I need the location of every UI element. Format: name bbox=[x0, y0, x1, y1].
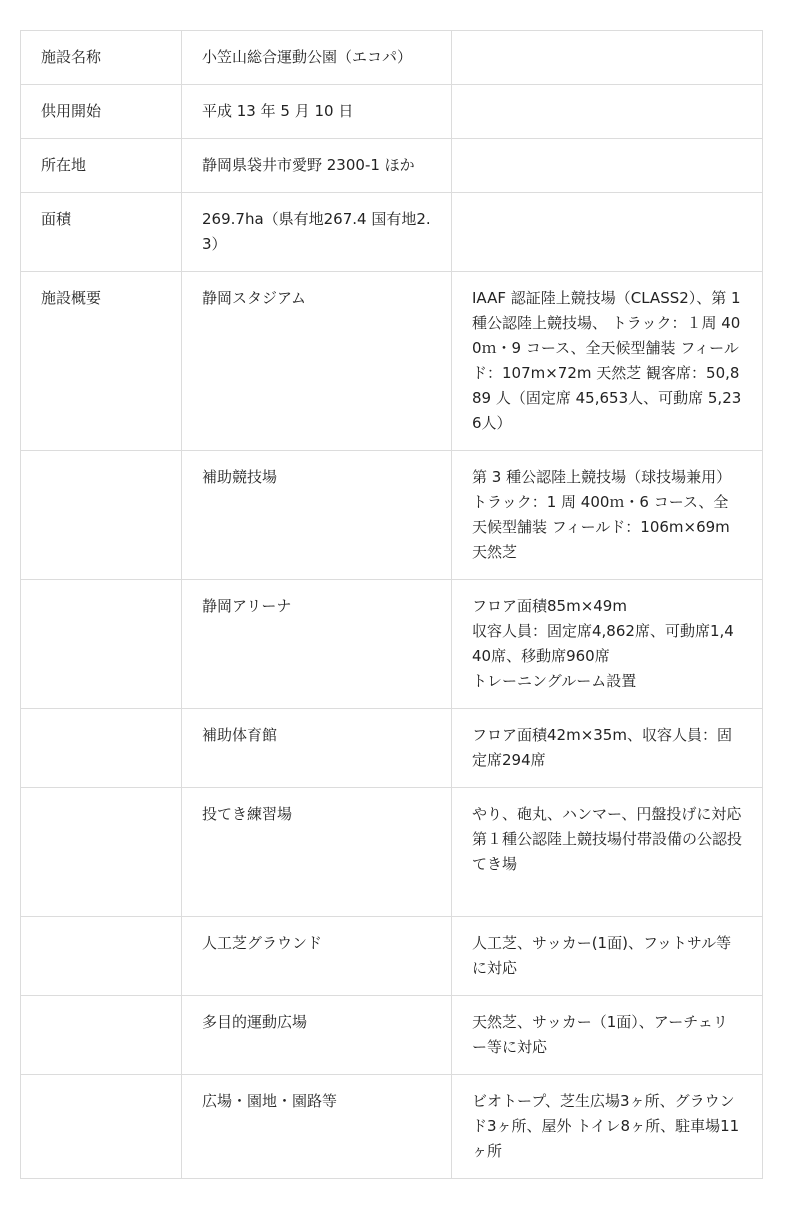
row-detail: 第 3 種公認陸上競技場（球技場兼用） トラック：1 周 400ｍ・6 コース、全天候型舗装 フィールド：106m×69m 天然芝 bbox=[452, 451, 763, 580]
row-value: 広場・園地・園路等 bbox=[182, 1075, 452, 1179]
row-label: 供用開始 bbox=[21, 85, 182, 139]
row-label bbox=[21, 1075, 182, 1179]
table-row-opening-date bbox=[21, 85, 763, 139]
row-value: 小笠山総合運動公園（エコパ） bbox=[182, 31, 452, 85]
row-value: 平成 13 年 5 月 10 日 bbox=[182, 85, 452, 139]
row-label bbox=[21, 451, 182, 580]
row-detail bbox=[452, 31, 763, 85]
row-label: 面積 bbox=[21, 193, 182, 272]
row-label bbox=[21, 709, 182, 788]
table-row-sub-stadium bbox=[21, 451, 763, 580]
row-detail bbox=[452, 85, 763, 139]
facility-table-container bbox=[20, 30, 763, 1179]
row-label: 所在地 bbox=[21, 139, 182, 193]
table-row-grounds bbox=[21, 1075, 763, 1179]
row-value: 人工芝グラウンド bbox=[182, 917, 452, 996]
row-value: 269.7ha（県有地267.4 国有地2.3） bbox=[182, 193, 452, 272]
table-row-sub-gym bbox=[21, 709, 763, 788]
row-detail: IAAF 認証陸上競技場（CLASS2）、第 1 種公認陸上競技場、 トラック：１周 400ｍ・9 コース、全天候型舗装 フィールド：107m×72m 天然芝 観客席：50,889 人（固定席 45,653人、可動席 5,236人） bbox=[452, 272, 763, 451]
row-value: 多目的運動広場 bbox=[182, 996, 452, 1075]
row-detail bbox=[452, 193, 763, 272]
facility-table bbox=[20, 30, 763, 1179]
row-value: 静岡県袋井市愛野 2300-1 ほか bbox=[182, 139, 452, 193]
table-row-area bbox=[21, 193, 763, 272]
row-value: 投てき練習場 bbox=[182, 788, 452, 917]
row-detail: 人工芝、サッカー(1面)、フットサル等に対応 bbox=[452, 917, 763, 996]
table-row-arena bbox=[21, 580, 763, 709]
row-value: 補助体育館 bbox=[182, 709, 452, 788]
row-value: 静岡アリーナ bbox=[182, 580, 452, 709]
table-row-multipurpose-field bbox=[21, 996, 763, 1075]
row-detail: やり、砲丸、ハンマー、円盤投げに対応 第１種公認陸上競技場付帯設備の公認投てき場 bbox=[452, 788, 763, 917]
row-value: 補助競技場 bbox=[182, 451, 452, 580]
row-label: 施設概要 bbox=[21, 272, 182, 451]
row-detail: フロア面積42m×35m、収容人員：固定席294席 bbox=[452, 709, 763, 788]
row-label: 施設名称 bbox=[21, 31, 182, 85]
table-row-facility-name bbox=[21, 31, 763, 85]
row-label bbox=[21, 996, 182, 1075]
row-detail: ビオトープ、芝生広場3ヶ所、グラウンド3ヶ所、屋外 トイレ8ヶ所、駐車場11ヶ所 bbox=[452, 1075, 763, 1179]
table-row-location bbox=[21, 139, 763, 193]
row-detail bbox=[452, 139, 763, 193]
row-label bbox=[21, 917, 182, 996]
table-row-stadium bbox=[21, 272, 763, 451]
row-detail: フロア面積85m×49m 収容人員：固定席4,862席、可動席1,440席、移動席960席 トレーニングルーム設置 bbox=[452, 580, 763, 709]
row-detail: 天然芝、サッカー（1面）、アーチェリー等に対応 bbox=[452, 996, 763, 1075]
table-row-artificial-turf bbox=[21, 917, 763, 996]
row-value: 静岡スタジアム bbox=[182, 272, 452, 451]
row-label bbox=[21, 788, 182, 917]
table-row-throwing-field bbox=[21, 788, 763, 917]
row-label bbox=[21, 580, 182, 709]
